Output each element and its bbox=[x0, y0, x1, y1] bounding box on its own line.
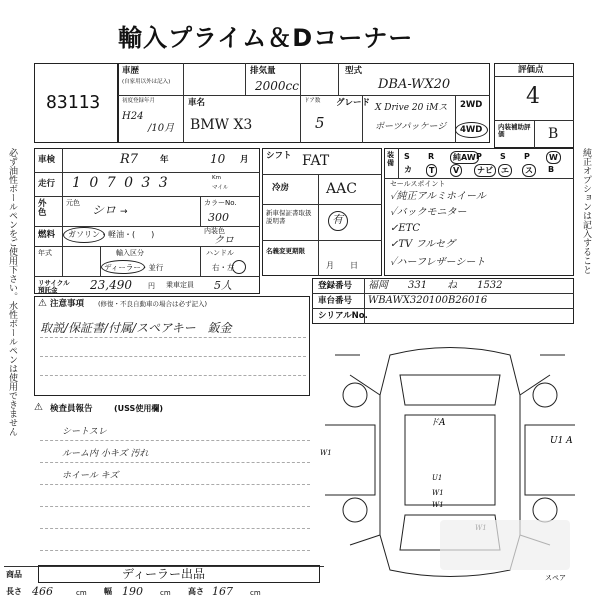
blurred-area bbox=[440, 520, 570, 570]
exterior-label: 外色 bbox=[38, 199, 47, 219]
inspection-year-unit: 年 bbox=[160, 155, 169, 165]
inspection-month-unit: 月 bbox=[240, 155, 249, 165]
grade-value: X Drive 20 iMスポーツパッケージ bbox=[375, 103, 448, 132]
selling-point-1: ✓純正アルミホイール bbox=[390, 191, 486, 202]
equipment-item: ナビ bbox=[474, 164, 496, 177]
page-title: 輸入プライム＆Dコーナー bbox=[118, 24, 414, 52]
color-no-value: 300 bbox=[208, 211, 229, 224]
selling-point-2: ✓バックモニター bbox=[390, 207, 467, 218]
shift-label: シフト bbox=[266, 151, 292, 161]
equipment-item: P bbox=[476, 152, 482, 161]
diagram-mark-8: スペア bbox=[545, 574, 566, 582]
first-reg-month: /10月 bbox=[148, 123, 175, 134]
first-reg-year: H24 bbox=[122, 111, 144, 122]
diagram-mark-1: ドA bbox=[430, 418, 446, 428]
inspector-line-2: ルーム内 小キズ 汚れ bbox=[62, 449, 149, 459]
notes-label: 注意事項 bbox=[50, 299, 85, 309]
inspector-line-3: ホイール キズ bbox=[62, 471, 119, 481]
inspector-icon: ⚠ bbox=[34, 402, 43, 413]
history-note: (自家用以外は記入) bbox=[122, 79, 171, 85]
width-value: 190 bbox=[122, 585, 143, 598]
width-unit: cm bbox=[160, 589, 171, 597]
length-unit: cm bbox=[76, 589, 87, 597]
color-no-label: カラーNo. bbox=[204, 199, 237, 207]
evaluation-score: 4 bbox=[526, 84, 540, 109]
length-label: 長さ bbox=[6, 587, 22, 596]
mileage-value: 1 0 7 0 3 3 bbox=[72, 175, 170, 191]
plate-label: 登録番号 bbox=[318, 281, 353, 291]
notes-box bbox=[34, 296, 310, 396]
mileage-unit-km: Km bbox=[212, 175, 221, 181]
first-reg-label: 初度登録年月 bbox=[122, 98, 156, 104]
fuel-label: 燃料 bbox=[38, 230, 56, 240]
year-label: 年式 bbox=[38, 249, 52, 257]
interior-score: B bbox=[548, 126, 559, 142]
name-change-unit: 月 日 bbox=[326, 261, 358, 270]
inspector-label: 検査員報告 bbox=[50, 404, 93, 414]
diagram-mark-2: W1 bbox=[320, 449, 332, 457]
dealer-value: ディーラー出品 bbox=[122, 567, 206, 581]
recycle-value: 23,490 bbox=[90, 278, 132, 292]
notes-icon: ⚠ bbox=[38, 298, 47, 309]
dealer-label: 商品 bbox=[6, 570, 22, 579]
mileage-label: 走行 bbox=[38, 179, 56, 189]
chassis-label: 車台番号 bbox=[318, 296, 353, 306]
selling-points-label: セールスポイント bbox=[390, 180, 446, 188]
equipment-item: カ bbox=[404, 165, 412, 174]
model-type-value: DBA-WX20 bbox=[378, 77, 451, 92]
inspection-year: R7 bbox=[120, 152, 139, 167]
equipment-item: W bbox=[546, 151, 561, 164]
import-label: 輸入区分 bbox=[116, 249, 144, 257]
right-side-note: 純正オプションは記入すること bbox=[581, 148, 591, 274]
original-color-value: シロ bbox=[92, 203, 117, 217]
newcar-label: 新車保証書取扱説明書 bbox=[266, 209, 312, 226]
notes-text: 取説/保証書/付属/スペアキー 鈑金 bbox=[40, 321, 232, 335]
interior-color-value: クロ bbox=[214, 235, 234, 246]
capacity-label: 乗車定員 bbox=[166, 281, 194, 289]
name-change-label: 名義変更期限 bbox=[266, 247, 305, 255]
inspector-sub: (USS使用欄) bbox=[114, 404, 163, 413]
notes-sub: (修復・不良自動車の場合は必ず記入) bbox=[98, 300, 208, 308]
width-label: 幅 bbox=[104, 587, 112, 596]
diagram-mark-5: W1 bbox=[432, 489, 444, 497]
equipment-label: 装備 bbox=[387, 151, 394, 167]
selling-point-5: ✓ハーフレザーシート bbox=[390, 257, 486, 268]
equipment-item: エ bbox=[498, 164, 512, 177]
selling-point-3: ✓ETC bbox=[390, 223, 420, 234]
lot-number: 83113 bbox=[46, 92, 101, 113]
recycle-label: リサイクル預託金 bbox=[38, 279, 70, 295]
color-arrow: → bbox=[120, 207, 128, 217]
import-value: ディーラー・並行 bbox=[104, 263, 164, 272]
model-type-label: 型式 bbox=[345, 66, 363, 76]
ac-value: AAC bbox=[326, 181, 357, 197]
grade-label: グレード bbox=[336, 98, 371, 108]
history-label: 車歴 bbox=[122, 66, 140, 76]
original-color-label: 元色 bbox=[66, 199, 80, 207]
handle-value: 右・左 bbox=[212, 263, 235, 272]
recycle-unit: 円 bbox=[148, 282, 155, 290]
serial-label: シリアルNo. bbox=[318, 311, 368, 321]
chassis-value: WBAWX320100B26016 bbox=[368, 295, 488, 306]
interior-score-label: 内装補助評価 bbox=[498, 123, 531, 138]
diagram-mark-3: U1 A bbox=[550, 436, 573, 446]
drive-2wd: 2WD bbox=[460, 100, 483, 110]
equipment-item: T bbox=[426, 164, 437, 177]
diagram-mark-4: U1 bbox=[432, 474, 443, 482]
doors-label: ドア数 bbox=[304, 98, 321, 104]
newcar-value: 有 bbox=[332, 213, 343, 226]
inspection-label: 車検 bbox=[38, 155, 56, 165]
inspector-line-1: シートスレ bbox=[62, 427, 107, 437]
equipment-item: P bbox=[524, 152, 530, 161]
height-label: 高さ bbox=[188, 587, 204, 596]
left-side-note: 必ず油性ボールペンをご使用下さい。水性ボールペンは使用できません bbox=[7, 148, 17, 436]
equipment-item: ス bbox=[522, 164, 536, 177]
equipment-items bbox=[402, 151, 572, 177]
interior-color-label: 内装色 bbox=[204, 227, 225, 235]
drive-4wd: 4WD bbox=[460, 125, 483, 135]
shift-value: FAT bbox=[302, 153, 330, 169]
capacity-value: 5人 bbox=[214, 279, 232, 292]
height-value: 167 bbox=[212, 585, 233, 598]
inspection-month: 10 bbox=[210, 152, 226, 166]
car-name-label: 車名 bbox=[188, 98, 206, 108]
equipment-item: R bbox=[428, 152, 435, 161]
evaluation-label: 評価点 bbox=[518, 65, 544, 75]
ac-label: 冷房 bbox=[272, 183, 290, 193]
length-value: 466 bbox=[32, 585, 53, 598]
displacement-label: 排気量 bbox=[250, 66, 276, 76]
equipment-item: S bbox=[404, 152, 410, 161]
car-name-value: BMW X3 bbox=[190, 117, 253, 133]
mileage-unit-mile: マイル bbox=[212, 185, 229, 191]
diagram-mark-6: W1 bbox=[432, 501, 444, 509]
selling-point-4: ✓TV フルセグ bbox=[390, 239, 456, 250]
doors-value: 5 bbox=[315, 114, 325, 132]
equipment-item: S bbox=[500, 152, 506, 161]
fuel-value: ガソリン・軽油・( ) bbox=[68, 230, 155, 239]
displacement-value: 2000cc bbox=[255, 79, 299, 93]
equipment-item: 純AW bbox=[450, 151, 479, 164]
equipment-item: V bbox=[450, 164, 462, 177]
height-unit: cm bbox=[250, 589, 261, 597]
equipment-item: B bbox=[548, 165, 555, 174]
plate-value: 福岡 331 ね 1532 bbox=[368, 280, 503, 291]
handle-label: ハンドル bbox=[206, 249, 234, 257]
